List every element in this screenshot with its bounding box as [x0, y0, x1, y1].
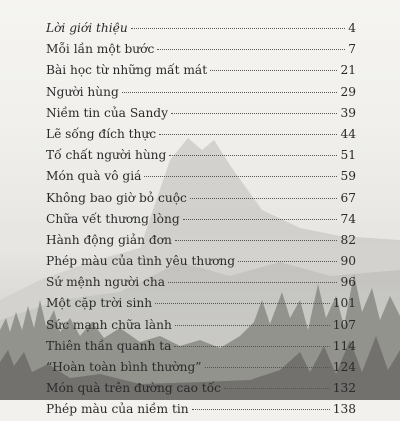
toc-title: Bài học từ những mất mát: [46, 63, 208, 78]
toc-page-number: 44: [340, 126, 356, 141]
dot-leader: [190, 198, 338, 199]
toc-page-number: 82: [340, 232, 356, 247]
toc-entry: [46, 357, 356, 378]
toc-entry: [46, 336, 356, 357]
dot-leader: [168, 282, 338, 283]
toc-page-number: 59: [340, 169, 356, 184]
toc-page-number: 7: [348, 42, 356, 57]
toc-title: Sứ mệnh người cha: [46, 275, 165, 290]
toc-entry: [46, 39, 356, 60]
toc-entry: [46, 209, 356, 230]
toc-page-number: 124: [332, 360, 356, 374]
toc-title: Lời giới thiệu: [46, 21, 128, 35]
dot-leader: [174, 346, 329, 347]
toc-entry: [46, 230, 356, 251]
toc-page-number: 67: [340, 190, 356, 205]
dot-leader: [131, 28, 345, 29]
toc-title: Phép màu của niềm tin: [46, 402, 189, 417]
toc-page-number: 4: [348, 21, 356, 35]
toc-page-number: 138: [332, 402, 356, 417]
toc-page-number: 101: [332, 296, 356, 311]
toc-entry: [46, 251, 356, 272]
toc-title: Sức mạnh chữa lành: [46, 317, 172, 332]
toc-entry: [46, 399, 356, 420]
dot-leader: [210, 70, 337, 71]
toc-entry: [46, 60, 356, 81]
toc-entry: [46, 293, 356, 314]
toc-title: Một cặp trời sinh: [46, 296, 153, 311]
toc-entry: [46, 145, 356, 166]
toc-entry: [46, 166, 356, 187]
toc-page-number: 51: [340, 148, 356, 163]
toc-title: Chữa vết thương lòng: [46, 211, 180, 226]
dot-leader: [144, 176, 337, 177]
toc-entry: [46, 82, 356, 103]
dot-leader: [205, 367, 330, 368]
toc-title: Món quà vô giá: [46, 169, 142, 184]
toc-page-number: 96: [340, 275, 356, 290]
dot-leader: [122, 92, 338, 93]
toc-page-number: 74: [340, 211, 356, 226]
toc-title: Niềm tin của Sandy: [46, 105, 168, 120]
toc-page-number: 114: [332, 338, 356, 353]
toc-entry: [46, 378, 356, 399]
toc-entry: [46, 315, 356, 336]
toc-title: Lẽ sống đích thực: [46, 126, 157, 141]
toc-entry: [46, 188, 356, 209]
toc-title: Người hùng: [46, 84, 119, 99]
toc-title: Mỗi lần một bước: [46, 42, 155, 57]
dot-leader: [238, 261, 337, 262]
toc-title: Hành động giản đơn: [46, 232, 172, 247]
toc-page-number: 39: [340, 105, 356, 120]
dot-leader: [175, 325, 330, 326]
toc-entry: [46, 124, 356, 145]
toc-page-number: 107: [332, 317, 356, 332]
toc-entry: [46, 103, 356, 124]
dot-leader: [183, 219, 338, 220]
toc-page-number: 21: [340, 63, 356, 78]
toc-title: Tố chất người hùng: [46, 148, 167, 163]
dot-leader: [175, 240, 338, 241]
dot-leader: [159, 134, 337, 135]
toc-title: Món quà trên đường cao tốc: [46, 381, 221, 396]
dot-leader: [157, 49, 345, 50]
dot-leader: [224, 388, 330, 389]
toc-title: Phép màu của tình yêu thương: [46, 254, 236, 269]
toc-title: Không bao giờ bỏ cuộc: [46, 190, 187, 205]
toc-page-number: 132: [332, 381, 356, 396]
toc-title: Thiên thần quanh ta: [46, 338, 172, 353]
toc-title: “Hoàn toàn bình thường”: [46, 360, 202, 374]
toc-page-number: 90: [340, 254, 356, 269]
toc-page-number: 29: [340, 84, 356, 99]
dot-leader: [192, 409, 330, 410]
dot-leader: [171, 113, 338, 114]
table-of-contents: [46, 18, 356, 421]
toc-entry: [46, 272, 356, 293]
dot-leader: [169, 155, 337, 156]
toc-entry: [46, 18, 356, 39]
dot-leader: [155, 303, 330, 304]
